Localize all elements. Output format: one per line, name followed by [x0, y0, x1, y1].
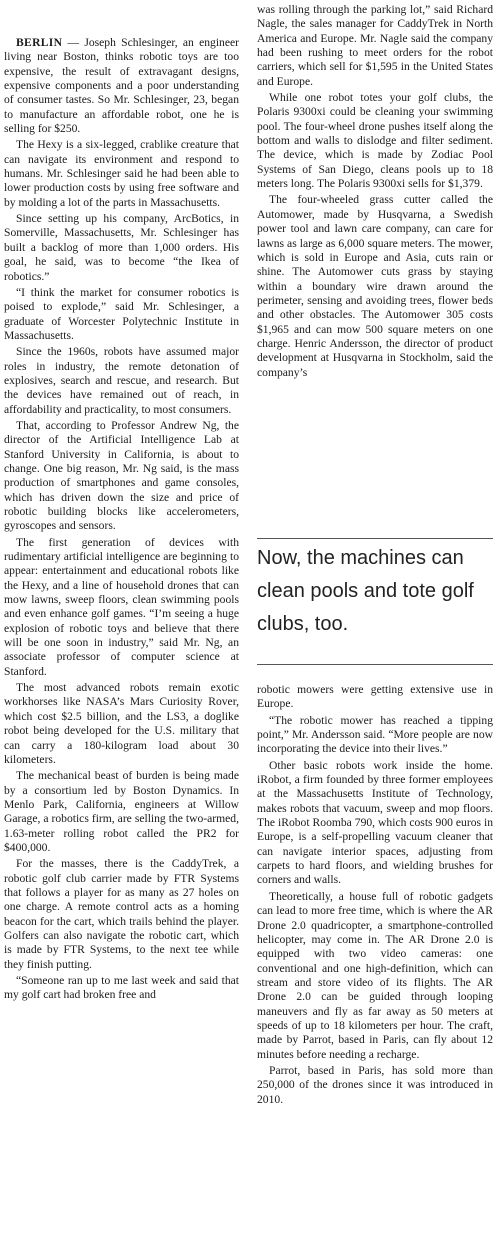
article-paragraph: “I think the market for consumer robotics is poised to explode,” said Mr. Schlesinger, a graduate of Worcester Polytechnic Institute in Massachusetts.: [4, 285, 239, 342]
article-paragraph: The mechanical beast of burden is being made by a consortium led by Boston Dynamics. In Menlo Park, California, engineers at Willow Garage, a robotics firm, are selling the two-armed, 1.63-meter rolling robot called the PR2 for $400,000.: [4, 769, 239, 854]
article-paragraph: For the masses, there is the CaddyTrek, a robotic golf club carrier made by FTR Systems that follows a player for as many as 27 holes on one charge. A remote control acts as a homing beacon for the cart, which trails behind the player. Golfers can also navigate the robotic cart, which is made by FTR Systems, to the next tee while they finish putting.: [4, 857, 239, 971]
article-paragraph: The first generation of devices with rudimentary artificial intelligence are beginning to appear: entertainment and educational robots like the Hexy, and a line of household drones that can mow lawns, sweep floors, clean swimming pools and even enhance golf games. “I’m seeing a huge explosion of robotic toys and believe that there will be one soon in industry,” said Mr. Ng, an associate professor of computer science at Stanford.: [4, 535, 239, 678]
article-paragraph: Other basic robots work inside the home. iRobot, a firm founded by three former employees at the Massachusetts Institute of Technology, makes robots that vacuum, sweep and mop floors. The iRobot Roomba 790, which costs 900 euros in Europe, is a self-propelling vacuum cleaner that can navigate interior spaces, adjusting from carpets to hard floors, and wielding brushes for corners and walls.: [257, 758, 493, 887]
article-paragraph: That, according to Professor Andrew Ng, the director of the Artificial Intelligence Lab at Stanford University in California, is about to change. One big reason, Mr. Ng said, is the mass production of smartphones and game consoles, which has driven down the size and price of robotic building blocks like accelerometers, gyroscopes and sensors.: [4, 418, 239, 533]
article-paragraph: The Hexy is a six-legged, crablike creature that can navigate its environment and respond to humans. Mr. Schlesinger said he had been able to lower production costs by using free software and by molding a lot of the parts in Massachusetts.: [4, 138, 239, 209]
article-paragraph: Theoretically, a house full of robotic gadgets can lead to more free time, which is where the AR Drone 2.0 quadricopter, a smartphone-controlled helicopter, may come in. The AR Drone 2.0 is equipped with two video cameras: one conventional and one high-definition, which can stream and store video of its flights. The AR Drone 2.0 can be guided through looping maneuvers and fly as far away as 50 meters at speeds of up to 18 kilometers per hour. The craft, made by Parrot, based in Paris, can fly about 12 minutes before needing a recharge.: [257, 889, 493, 1061]
pullquote-rule-top: [257, 538, 493, 539]
article-paragraph: [4, 36, 239, 136]
article-paragraph: While one robot totes your golf clubs, the Polaris 9300xi could be cleaning your swimming pool. The four-wheel drone pushes itself along the bottom and walls to dislodge and filter sediment. The device, which is made by Zodiac Pool Systems of San Diego, cleans pools up to 18 meters long. The Polaris 9300xi sells for $1,379.: [257, 91, 493, 191]
lead-text: — Joseph Schlesinger, an engineer living near Boston, thinks robotic toys are too expensive, the result of extravagant designs, expensive components and a poor understanding of consumer tastes. So Mr. Schlesinger, 23, began to manufacture an affordable robot, one he is selling for $250.: [4, 36, 239, 136]
article-paragraph: “Someone ran up to me last week and said that my golf cart had broken free and: [4, 974, 239, 1002]
article-paragraph: “The robotic mower has reached a tipping point,” Mr. Andersson said. “More people are now incorporating the device into their lives.”: [257, 713, 493, 756]
article-paragraph: Parrot, based in Paris, has sold more than 250,000 of the drones since it was introduced in 2010.: [257, 1063, 493, 1106]
article-paragraph: Since setting up his company, ArcBotics, in Somerville, Massachusetts, Mr. Schlesinger has built a backlog of more than 1,000 orders. His goal, he said, was to become “the Ikea of robotics.”: [4, 212, 239, 283]
dateline: BERLIN: [16, 36, 63, 49]
article-paragraph: The four-wheeled grass cutter called the Automower, made by Husqvarna, a Swedish power tool and lawn care company, can care for lawns as large as 6,000 square meters. The mower, which is sold in Europe and Asia, cuts rain or shine. The Automower cuts grass by staying within a boundary wire drawn around the perimeter, sensing and avoiding trees, flower beds and other obstacles. The Automower 305 costs $1,965 and can mow 500 square meters on one charge. Henric Andersson, the director of product development at Husqvarna in Stockholm, said the company’s: [257, 193, 493, 379]
article-paragraph: Since the 1960s, robots have assumed major roles in industry, the remote detonation of explosives, search and rescue, and research. But the devices have remained out of reach, in affordability and practicality, to most consumers.: [4, 345, 239, 416]
article-column-right-lower: [257, 683, 493, 1109]
article-column-left: [4, 36, 239, 1005]
article-paragraph-continued: was rolling through the parking lot,” said Richard Nagle, the sales manager for CaddyTrek in North America and Europe. Mr. Nagle said the company had been rushing to meet orders for the robot carriers, which sell for $1,595 in the United States and Europe.: [257, 3, 493, 88]
article-paragraph: The most advanced robots remain exotic workhorses like NASA’s Mars Curiosity Rover, which cost $2.5 billion, and the LS3, a doglike robot being developed for the U.S. military that can carry a 180-kilogram load about 30 kilometers.: [4, 681, 239, 766]
pullquote-rule-bottom: [257, 664, 493, 665]
pullquote: Now, the machines can clean pools and tote golf clubs, too.: [257, 547, 474, 635]
article-column-right: [257, 3, 493, 382]
article-paragraph-continued: robotic mowers were getting extensive use in Europe.: [257, 683, 493, 711]
